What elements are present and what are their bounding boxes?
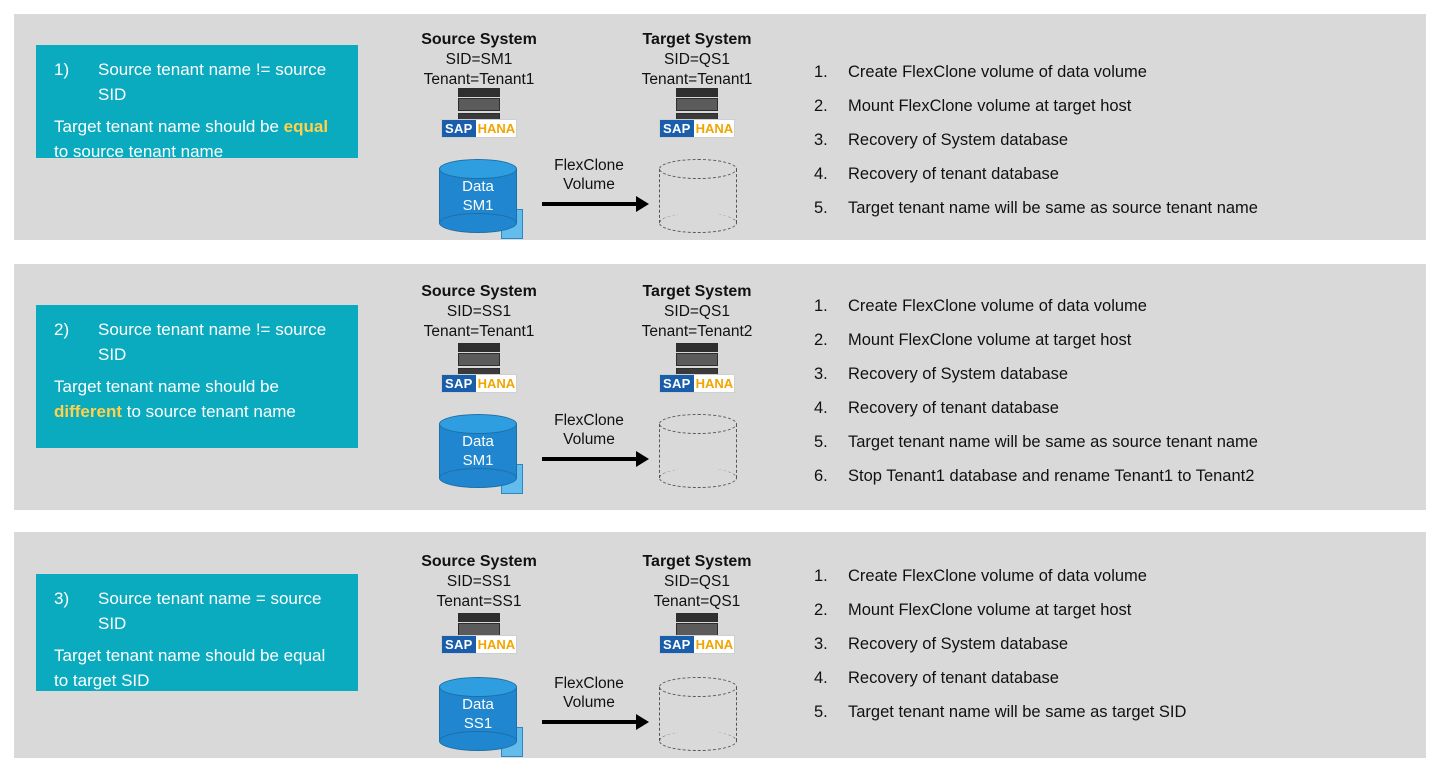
- step-text: Recovery of tenant database: [848, 399, 1059, 417]
- callout-body-pre: Target tenant name should be equal to target SID: [54, 646, 326, 690]
- callout-body-highlight: equal: [283, 117, 329, 136]
- callout-body-pre: Target tenant name should be: [54, 377, 279, 396]
- source-volume-line1: Data: [462, 696, 494, 713]
- source-volume-label: [439, 695, 517, 733]
- step-item: [814, 565, 1147, 587]
- step-text: Create FlexClone volume of data volume: [848, 63, 1147, 81]
- scenario-panel-2: [14, 264, 1426, 510]
- step-number: 4.: [814, 669, 828, 687]
- sap-logo-text: SAP: [660, 375, 694, 392]
- step-item: [814, 701, 1186, 723]
- step-item: [814, 431, 1258, 453]
- hana-logo-text: HANA: [477, 376, 516, 391]
- source-sid: SID=SS1: [446, 573, 512, 590]
- target-system-label: [612, 282, 782, 342]
- step-number: 4.: [814, 165, 828, 183]
- hana-logo-text: HANA: [695, 121, 734, 136]
- sap-logo-text: SAP: [442, 636, 476, 653]
- step-item: [814, 397, 1059, 419]
- flexclone-arrow: [542, 202, 637, 206]
- step-number: 2.: [814, 97, 828, 115]
- flexclone-label-line2: Volume: [563, 176, 615, 193]
- target-sap-hana-logo: [659, 374, 735, 393]
- source-volume-line1: Data: [462, 178, 494, 195]
- callout-body: [54, 114, 342, 164]
- sap-logo-text: SAP: [660, 120, 694, 137]
- step-number: 1.: [814, 297, 828, 315]
- scenario-graphic-3: [374, 532, 794, 758]
- step-text: Recovery of System database: [848, 131, 1069, 149]
- step-text: Recovery of System database: [848, 365, 1069, 383]
- flexclone-arrow-label: [534, 411, 644, 449]
- source-sid: SID=SS1: [446, 303, 512, 320]
- scenario-title: Source tenant name != source SID: [98, 60, 327, 104]
- step-item: [814, 163, 1059, 185]
- source-server-icon: [458, 88, 500, 122]
- source-server-icon: [458, 343, 500, 377]
- step-number: 3.: [814, 131, 828, 149]
- flexclone-label-line1: FlexClone: [554, 157, 624, 174]
- step-text: Target tenant name will be same as source tenant name: [848, 199, 1258, 217]
- scenario-title: Source tenant name = source SID: [98, 589, 322, 633]
- target-sid: SID=QS1: [664, 51, 730, 68]
- source-tenant: Tenant=Tenant1: [423, 323, 535, 340]
- flexclone-arrow: [542, 720, 637, 724]
- step-number: 2.: [814, 601, 828, 619]
- source-sid: SID=SM1: [445, 51, 513, 68]
- step-item: [814, 363, 1068, 385]
- target-system-heading: Target System: [642, 31, 752, 48]
- hana-logo-text: HANA: [695, 376, 734, 391]
- callout-body-post: to source tenant name: [122, 402, 296, 421]
- target-system-label: [612, 552, 782, 612]
- step-text: Mount FlexClone volume at target host: [848, 331, 1132, 349]
- callout-body: [54, 374, 342, 424]
- step-number: 6.: [814, 467, 828, 485]
- callout-body-pre: Target tenant name should be: [54, 117, 284, 136]
- source-data-volume: [439, 677, 517, 751]
- step-item: [814, 329, 1131, 351]
- step-item: [814, 295, 1147, 317]
- step-text: Stop Tenant1 database and rename Tenant1 to Tenant2: [848, 467, 1255, 485]
- callout-heading: [54, 586, 342, 636]
- scenario-title: Source tenant name != source SID: [98, 320, 327, 364]
- sap-logo-text: SAP: [660, 636, 694, 653]
- callout-heading: [54, 317, 342, 367]
- step-item: [814, 465, 1254, 487]
- target-sap-hana-logo: [659, 119, 735, 138]
- step-text: Target tenant name will be same as source tenant name: [848, 433, 1258, 451]
- source-volume-line2: SM1: [462, 197, 494, 214]
- target-clone-volume: [659, 159, 737, 233]
- target-system-label: [612, 30, 782, 90]
- target-system-heading: Target System: [642, 283, 752, 300]
- step-item: [814, 61, 1147, 83]
- step-number: 5.: [814, 433, 828, 451]
- scenario-number: 2): [54, 320, 70, 339]
- scenario-callout-3: [36, 574, 358, 691]
- step-item: [814, 599, 1131, 621]
- scenario-graphic-2: [374, 264, 794, 510]
- step-text: Recovery of tenant database: [848, 669, 1059, 687]
- step-number: 1.: [814, 567, 828, 585]
- step-number: 3.: [814, 365, 828, 383]
- scenario-steps-2: [814, 264, 1424, 510]
- step-text: Create FlexClone volume of data volume: [848, 297, 1147, 315]
- flexclone-arrow: [542, 457, 637, 461]
- step-text: Mount FlexClone volume at target host: [848, 97, 1132, 115]
- callout-body-post: to source tenant name: [54, 142, 224, 161]
- scenario-panel-1: [14, 14, 1426, 240]
- step-number: 3.: [814, 635, 828, 653]
- source-volume-label: [439, 177, 517, 215]
- callout-heading: [54, 57, 342, 107]
- hana-logo-text: HANA: [477, 121, 516, 136]
- flexclone-label-line1: FlexClone: [554, 412, 624, 429]
- hana-logo-text: HANA: [695, 637, 734, 652]
- flexclone-label-line1: FlexClone: [554, 675, 624, 692]
- step-item: [814, 633, 1068, 655]
- source-system-label: [394, 30, 564, 90]
- flexclone-arrow-label: [534, 156, 644, 194]
- step-text: Create FlexClone volume of data volume: [848, 567, 1147, 585]
- source-system-heading: Source System: [421, 553, 537, 570]
- flexclone-arrow-label: [534, 674, 644, 712]
- step-item: [814, 129, 1068, 151]
- target-clone-volume: [659, 677, 737, 751]
- sap-logo-text: SAP: [442, 120, 476, 137]
- source-volume-line1: Data: [462, 433, 494, 450]
- step-text: Mount FlexClone volume at target host: [848, 601, 1132, 619]
- target-tenant: Tenant=QS1: [653, 593, 741, 610]
- target-sid: SID=QS1: [664, 303, 730, 320]
- flexclone-label-line2: Volume: [563, 431, 615, 448]
- step-text: Recovery of System database: [848, 635, 1069, 653]
- callout-body-highlight: different: [54, 402, 122, 421]
- target-sap-hana-logo: [659, 635, 735, 654]
- source-volume-line2: SS1: [463, 715, 493, 732]
- flexclone-label-line2: Volume: [563, 694, 615, 711]
- target-server-icon: [676, 343, 718, 377]
- step-number: 5.: [814, 703, 828, 721]
- step-text: Recovery of tenant database: [848, 165, 1059, 183]
- target-server-icon: [676, 88, 718, 122]
- callout-body: [54, 643, 342, 693]
- scenario-steps-3: [814, 532, 1424, 758]
- scenario-number: 1): [54, 60, 70, 79]
- source-sap-hana-logo: [441, 119, 517, 138]
- scenario-steps-1: [814, 14, 1424, 240]
- step-text: Target tenant name will be same as target SID: [848, 703, 1187, 721]
- source-volume-line2: SM1: [462, 452, 494, 469]
- target-tenant: Tenant=Tenant2: [641, 323, 753, 340]
- target-sid: SID=QS1: [664, 573, 730, 590]
- source-tenant: Tenant=SS1: [436, 593, 522, 610]
- scenario-number: 3): [54, 589, 70, 608]
- step-number: 2.: [814, 331, 828, 349]
- scenario-panel-3: [14, 532, 1426, 758]
- source-tenant: Tenant=Tenant1: [423, 71, 535, 88]
- scenario-callout-2: [36, 305, 358, 448]
- source-data-volume: [439, 159, 517, 233]
- step-number: 5.: [814, 199, 828, 217]
- source-system-heading: Source System: [421, 283, 537, 300]
- target-tenant: Tenant=Tenant1: [641, 71, 753, 88]
- source-sap-hana-logo: [441, 374, 517, 393]
- step-item: [814, 667, 1059, 689]
- scenario-callout-1: [36, 45, 358, 161]
- target-clone-volume: [659, 414, 737, 488]
- source-data-volume: [439, 414, 517, 488]
- step-number: 1.: [814, 63, 828, 81]
- target-system-heading: Target System: [642, 553, 752, 570]
- source-sap-hana-logo: [441, 635, 517, 654]
- scenario-graphic-1: [374, 14, 794, 240]
- hana-logo-text: HANA: [477, 637, 516, 652]
- source-volume-label: [439, 432, 517, 470]
- source-system-heading: Source System: [421, 31, 537, 48]
- source-system-label: [394, 282, 564, 342]
- step-number: 4.: [814, 399, 828, 417]
- step-item: [814, 197, 1258, 219]
- sap-logo-text: SAP: [442, 375, 476, 392]
- step-item: [814, 95, 1131, 117]
- source-system-label: [394, 552, 564, 612]
